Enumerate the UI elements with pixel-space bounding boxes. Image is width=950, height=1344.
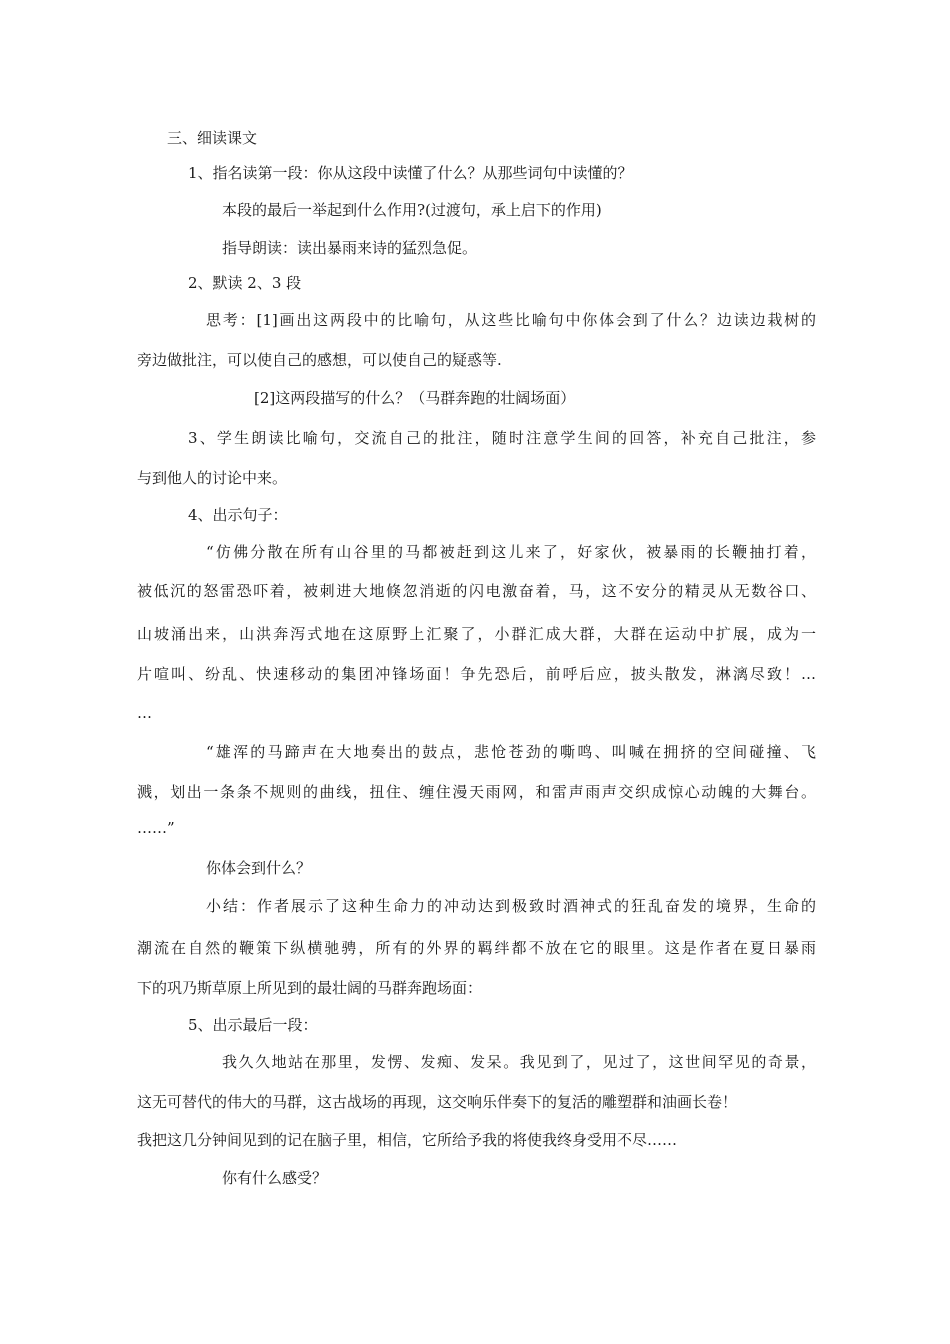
- summary-line: 小结：作者展示了这种生命力的冲动达到极致时酒神式的狂乱奋发的境界，生命的: [206, 897, 816, 915]
- quote-line: “雄浑的马蹄声在大地奏出的鼓点，悲怆苍劲的嘶鸣、叫喊在拥挤的空间碰撞、飞: [206, 743, 816, 761]
- paragraph-line: 与到他人的讨论中来。: [137, 469, 288, 487]
- paragraph-line: [2]这两段描写的什么？（马群奔跑的壮阔场面）: [254, 389, 576, 407]
- quote-line: 被低沉的怒雷恐吓着，被刺进大地倏忽消逝的闪电激奋着，马，这不安分的精灵从无数谷口、: [137, 582, 816, 600]
- excerpt-line: 我久久地站在那里，发愣、发痴、发呆。我见到了，见过了，这世间罕见的奇景，: [222, 1053, 816, 1071]
- paragraph-line: 本段的最后一举起到什么作用?(过渡句，承上启下的作用): [222, 201, 602, 219]
- paragraph-line: 旁边做批注，可以使自己的感想，可以使自己的疑惑等.: [137, 351, 502, 369]
- item-1: 1、指名读第一段：你从这段中读懂了什么？从那些词句中读懂的？: [188, 164, 633, 182]
- summary-line: 下的巩乃斯草原上所见到的最壮阔的马群奔跑场面：: [137, 979, 483, 997]
- quote-line: …: [137, 704, 152, 722]
- item-3: 3、学生朗读比喻句，交流自己的批注，随时注意学生间的回答，补充自己批注，参: [188, 429, 816, 447]
- quote-line: ……”: [137, 819, 175, 837]
- quote-line: “仿佛分散在所有山谷里的马都被赶到这儿来了，好家伙，被暴雨的长鞭抽打着，: [206, 543, 816, 561]
- quote-line: 片喧叫、纷乱、快速移动的集团冲锋场面！争先恐后，前呼后应，披头散发，淋漓尽致！…: [137, 665, 816, 683]
- item-4: 4、出示句子：: [188, 506, 288, 524]
- excerpt-line: 这无可替代的伟大的马群，这古战场的再现，这交响乐伴奏下的复活的雕塑群和油画长卷！: [137, 1093, 738, 1111]
- item-2: 2、默读 2、3 段: [188, 274, 302, 292]
- paragraph-line: 指导朗读：读出暴雨来诗的猛烈急促。: [222, 239, 478, 257]
- paragraph-line: 你有什么感受？: [222, 1169, 328, 1187]
- summary-line: 潮流在自然的鞭策下纵横驰骋，所有的外界的羁绊都不放在它的眼里。这是作者在夏日暴雨: [137, 939, 816, 957]
- item-5: 5、出示最后一段：: [188, 1016, 318, 1034]
- quote-line: 溅，划出一条条不规则的曲线，扭住、缠住漫天雨网，和雷声雨声交织成惊心动魄的大舞台。: [137, 783, 816, 801]
- paragraph-line: 思考：[1]画出这两段中的比喻句，从这些比喻句中你体会到了什么？边读边栽树的: [206, 311, 816, 329]
- quote-line: 山坡涌出来，山洪奔泻式地在这原野上汇聚了，小群汇成大群，大群在运动中扩展，成为一: [137, 625, 816, 643]
- section-heading: 三、细读课文: [167, 129, 258, 147]
- paragraph-line: 你体会到什么？: [206, 859, 312, 877]
- excerpt-line: 我把这几分钟间见到的记在脑子里，相信，它所给予我的将使我终身受用不尽……: [137, 1131, 678, 1149]
